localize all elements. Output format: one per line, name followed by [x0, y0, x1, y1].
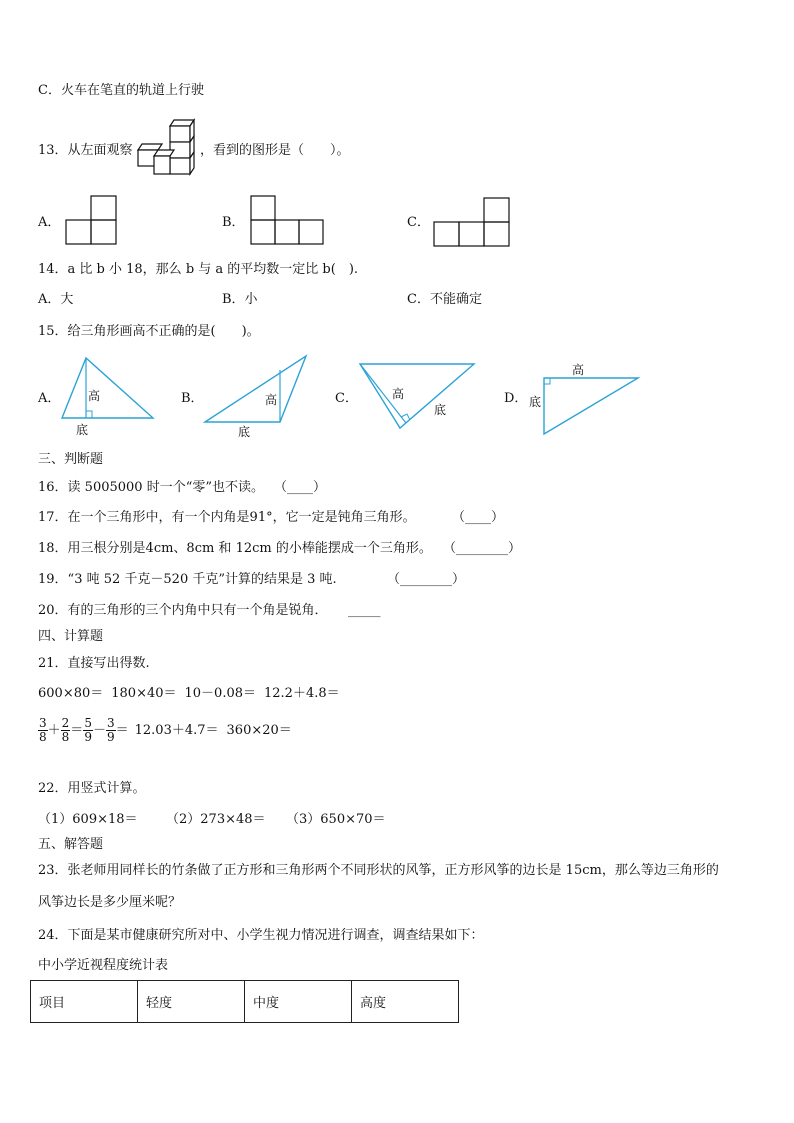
- q21-item: 360×20＝: [226, 723, 292, 738]
- q20-answer-blank: _____: [348, 603, 381, 618]
- q21-item: 12.03＋4.7＝: [134, 723, 219, 738]
- q14-option-b: B．小: [222, 292, 258, 307]
- q21-fraction: $\frac{3}{8}$: [39, 716, 47, 744]
- q21-operator: ＋: [47, 723, 61, 738]
- q21-item: 10－0.08＝: [184, 686, 256, 701]
- q15-d-base-label: 底: [529, 395, 542, 409]
- q18-stem: 18．用三根分别是4cm、8cm 和 12cm 的小棒能摆成一个三角形。: [38, 541, 432, 556]
- q17-answer-blank: （____）: [452, 510, 505, 525]
- q21-equals: ＝: [70, 723, 84, 738]
- q15-b-base-label: 底: [238, 425, 251, 439]
- myopia-statistics-table: [30, 980, 459, 1023]
- q21-fraction: $\frac{3}{9}$: [106, 716, 115, 744]
- q15-option-a-triangle: [60, 352, 160, 442]
- q21-fraction: $\frac{5}{9}$: [84, 716, 92, 744]
- q14-option-c: C．不能确定: [407, 292, 482, 307]
- q18-answer-blank: （________）: [443, 541, 522, 556]
- section-3-heading: 三、判断题: [38, 452, 104, 467]
- q19-answer-blank: （________）: [387, 572, 466, 587]
- q15-option-c-triangle: [358, 360, 478, 432]
- q13-option-b-label: B．: [222, 215, 245, 230]
- q22-item-2: （2）273×48＝: [166, 812, 266, 827]
- q17-stem: 17．在一个三角形中，有一个内角是91°，它一定是钝角三角形。: [38, 510, 416, 525]
- q13-stem-start: 13．从左面观察: [38, 143, 133, 158]
- q21-stem: 21．直接写出得数.: [38, 656, 150, 671]
- q21-item: 180×40＝: [111, 686, 177, 701]
- table-title: 中小学近视程度统计表: [38, 958, 169, 973]
- q23-line-1: 23．张老师用同样长的竹条做了正方形和三角形两个不同形状的风筝，正方形风筝的边长是 15cm，那么等边三角形的: [38, 863, 719, 878]
- q13-option-c-label: C．: [407, 215, 430, 230]
- q15-option-b-label: B．: [181, 391, 204, 406]
- q13-cube-stack-figure: [138, 118, 200, 178]
- section-5-heading: 五、解答题: [38, 837, 104, 852]
- q13-option-c-figure: [432, 196, 512, 248]
- q14-option-a: A．大: [38, 292, 74, 307]
- q21-fraction: $\frac{2}{8}$: [61, 716, 70, 744]
- q22-stem: 22．用竖式计算。: [38, 781, 146, 796]
- q16-answer-blank: （____）: [274, 480, 327, 495]
- section-4-heading: 四、计算题: [38, 629, 104, 644]
- table-header-cell: 轻度: [138, 981, 245, 1023]
- q12-option-c: C．火车在笔直的轨道上行驶: [38, 83, 204, 98]
- q22-item-3: （3）650×70＝: [286, 812, 386, 827]
- q15-c-height-label: 高: [392, 387, 405, 401]
- q15-option-d-triangle: [526, 358, 646, 440]
- q15-d-height-label: 高: [572, 363, 585, 377]
- q14-stem: 14．a 比 b 小 18，那么 b 与 a 的平均数一定比 b( ).: [38, 262, 359, 277]
- q15-a-base-label: 底: [76, 423, 89, 437]
- q13-stem-end: ，看到的图形是（ ）。: [200, 143, 350, 158]
- q15-b-height-label: 高: [265, 393, 278, 407]
- q22-item-1: （1）609×18＝: [38, 812, 138, 827]
- q21-item: 12.2＋4.8＝: [264, 686, 340, 701]
- q15-option-b-triangle: [202, 352, 312, 442]
- q21-operator: －: [92, 723, 106, 738]
- q15-a-height-label: 高: [88, 389, 101, 403]
- table-header-cell: 高度: [352, 981, 459, 1023]
- q15-option-c-label: C．: [335, 391, 358, 406]
- q13-option-a-figure: [64, 194, 118, 246]
- q15-option-a-label: A．: [38, 391, 61, 406]
- q16-stem: 16．读 5005000 时一个“零”也不读。: [38, 480, 264, 495]
- q13-option-a-label: A．: [38, 215, 61, 230]
- table-header-row: [31, 981, 459, 1023]
- q15-stem: 15．给三角形画高不正确的是( )。: [38, 324, 260, 339]
- q21-row-1: [38, 686, 348, 702]
- q21-equals: ＝: [115, 723, 129, 738]
- table-header-cell: 项目: [31, 981, 138, 1023]
- q15-option-d-label: D．: [504, 391, 528, 406]
- q13-option-b-figure: [249, 194, 327, 246]
- q19-stem: 19．“3 吨 52 千克－520 千克”计算的结果是 3 吨.: [38, 572, 337, 587]
- q20-stem: 20．有的三角形的三个内角中只有一个角是锐角．: [38, 603, 328, 618]
- q21-row-2: [38, 716, 300, 746]
- q15-c-base-label: 底: [434, 403, 447, 417]
- q21-item: 600×80＝: [38, 686, 104, 701]
- table-header-cell: 中度: [245, 981, 352, 1023]
- q24-stem: 24．下面是某市健康研究所对中、小学生视力情况进行调查，调查结果如下：: [38, 928, 484, 943]
- q23-line-2: 风筝边长是多少厘米呢？: [38, 895, 182, 910]
